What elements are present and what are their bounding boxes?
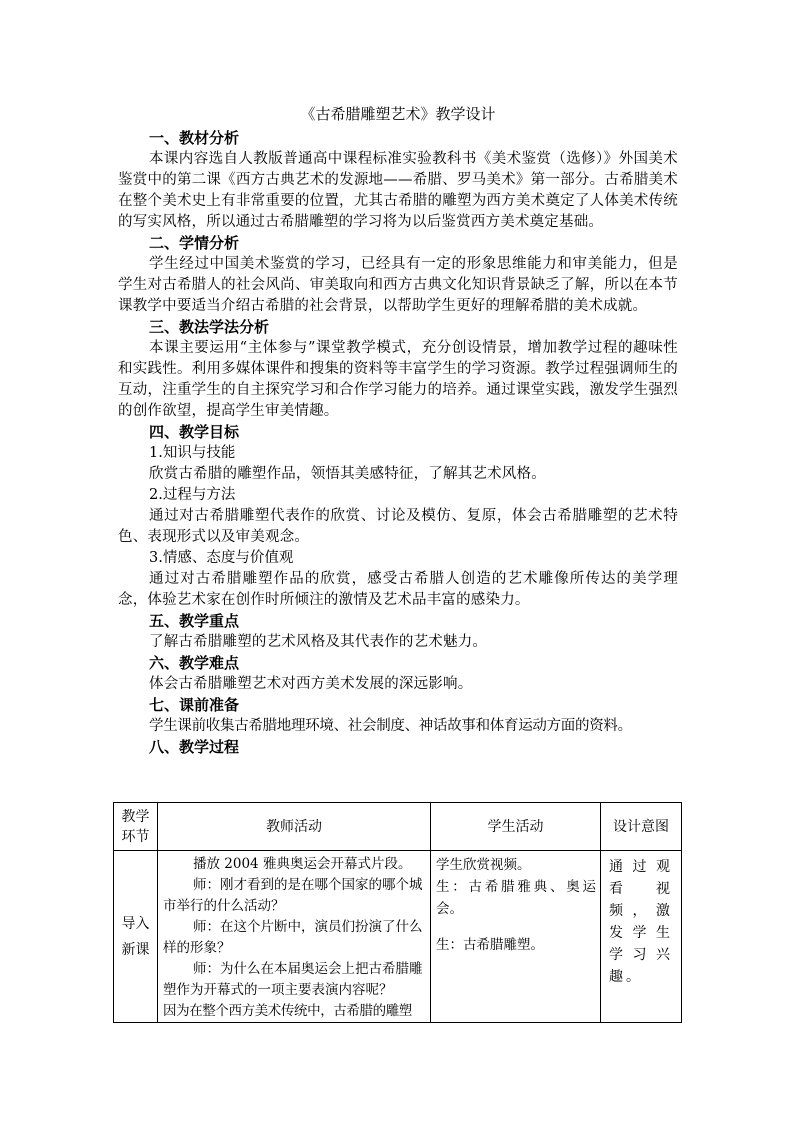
objective-text: 欣赏古希腊的雕塑作品，领悟其美感特征，了解其艺术风格。 bbox=[149, 466, 546, 482]
section-heading-key-points: 五、教学重点 bbox=[149, 612, 240, 630]
section-heading-preparation: 七、课前准备 bbox=[149, 696, 240, 714]
section-paragraph: 学生课前收集古希腊地理环境、社会制度、神话故事和体育运动方面的资料。 bbox=[149, 718, 632, 734]
header-student-activity: 学生活动 bbox=[431, 803, 601, 851]
student-activity-cell: 学生欣赏视频。 生：古希腊雅典、奥运会。 生：古希腊雕塑。 bbox=[431, 851, 601, 1023]
section-heading-difficulties: 六、教学难点 bbox=[149, 654, 240, 672]
teacher-activity-cell: 播放 2004 雅典奥运会开幕式片段。 师：刚才看到的是在哪个国家的哪个城 市举行的什么活动？ 师：在这个片断中，演员们扮演了什么 样的形象？ 师：为什么在本届奥运会上把古希腊雕 塑作为开幕式的一项主要表演内容呢？ 因为在整个西方美术传统中，古希腊的雕塑 bbox=[158, 851, 431, 1023]
header-design-intent: 设计意图 bbox=[601, 803, 682, 851]
section-paragraph: 体会古希腊雕塑艺术对西方美术发展的深远影响。 bbox=[149, 676, 473, 692]
phase-cell: 导入 新课 bbox=[114, 851, 158, 1023]
header-teacher-activity: 教师活动 bbox=[158, 803, 431, 851]
section-paragraph: 学生经过中国美术鉴赏的学习，已经具有一定的形象思维能力和审美能力，但是学生对古希腊人的社会风尚、审美取向和西方古典文化知识背景缺乏了解，所以在本节课教学中要适当介绍古希腊的社会背景，以帮助学生更好的理解希腊的美术成就。 bbox=[118, 256, 678, 314]
document-title: 《古希腊雕塑艺术》教学设计 bbox=[300, 105, 496, 123]
objective-text: 通过对古希腊雕塑代表作的欣赏、讨论及模仿、复原，体会古希腊雕塑的艺术特色、表现形式以及审美观念。 bbox=[118, 508, 678, 545]
objective-text: 通过对古希腊雕塑作品的欣赏，感受古希腊人创造的艺术雕像所传达的美学理念，体验艺术家在创作时所倾注的激情及艺术品丰富的感染力。 bbox=[118, 571, 678, 608]
section-paragraph: 本课内容选自人教版普通高中课程标准实验教科书《美术鉴赏（选修）》外国美术鉴赏中的第二课《西方古典艺术的发源地——希腊、罗马美术》第一部分。古希腊美术在整个美术史上有非常重要的位置，尤其古希腊的雕塑为西方美术奠定了人体美术传统的写实风格，所以通过古希腊雕塑的学习将为以后鉴赏西方美术奠定基础。 bbox=[118, 151, 678, 230]
section-heading-objectives: 四、教学目标 bbox=[149, 423, 240, 441]
design-intent-cell: 通过观看视频，激发学生学习兴趣。 bbox=[601, 851, 682, 1023]
objective-subtitle: 2.过程与方法 bbox=[149, 487, 236, 503]
section-heading-process: 八、教学过程 bbox=[149, 738, 240, 756]
teaching-process-table bbox=[113, 802, 682, 1023]
document-body bbox=[118, 103, 678, 758]
objective-subtitle: 1.知识与技能 bbox=[149, 445, 236, 461]
section-paragraph: 了解古希腊雕塑的艺术风格及其代表作的艺术魅力。 bbox=[149, 634, 488, 650]
table-header-row bbox=[114, 803, 682, 851]
section-heading-method-analysis: 三、教法学法分析 bbox=[149, 318, 270, 336]
section-heading-student-analysis: 二、学情分析 bbox=[149, 234, 240, 252]
header-phase: 教学 环节 bbox=[114, 803, 158, 851]
table-row bbox=[114, 851, 682, 1023]
objective-subtitle: 3.情感、态度与价值观 bbox=[149, 550, 294, 566]
section-paragraph: 本课主要运用“主体参与”课堂教学模式，充分创设情景，增加教学过程的趣味性和实践性。利用多媒体课件和搜集的资料等丰富学生的学习资源。教学过程强调师生的互动，注重学生的自主探究学习和合作学习能力的培养。通过课堂实践，激发学生强烈的创作欲望，提高学生审美情趣。 bbox=[118, 340, 678, 419]
section-heading-teaching-material: 一、教材分析 bbox=[149, 129, 240, 147]
